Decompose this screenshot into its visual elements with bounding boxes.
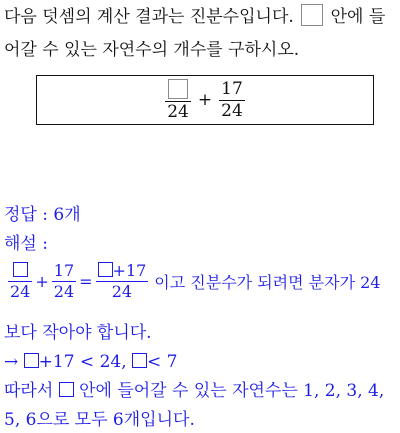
question-line-2: 어갈 수 있는 자연수의 개수를 구하시오. — [4, 40, 300, 60]
fraction-right-numerator: 17 — [221, 78, 243, 99]
blank-numerator-icon — [98, 262, 113, 277]
question-text-after-box: 안에 들 — [330, 7, 386, 27]
plus-sign: + — [197, 90, 213, 110]
fraction-left-denominator: 24 — [167, 102, 189, 122]
blank-box-icon — [59, 382, 74, 397]
equals-sign: = — [79, 271, 93, 291]
question-text-before-box: 다음 덧셈의 계산 결과는 진분수입니다. — [4, 7, 294, 27]
sol-fraction-1-denominator: 24 — [10, 282, 31, 301]
blank-numerator-icon — [13, 262, 28, 277]
fraction-left — [165, 79, 191, 121]
plus-sign: + — [35, 271, 49, 291]
explanation-line-4 — [4, 379, 384, 403]
explanation-label: 해설 : — [4, 234, 48, 254]
explanation-line-4-before: 따라서 — [4, 381, 54, 401]
explanation-tail-text: 이고 진분수가 되려면 분자가 24 — [154, 272, 381, 292]
blank-box-icon — [301, 4, 323, 26]
sol-fraction-2 — [52, 260, 76, 301]
sol-fraction-2-denominator: 24 — [53, 281, 75, 301]
explanation-formula — [8, 262, 380, 300]
question-formula — [37, 79, 373, 121]
explanation-line-4-after: 안에 들어갈 수 있는 자연수는 1, 2, 3, 4, — [79, 381, 385, 401]
explanation-line-2: 보다 작아야 합니다. — [4, 323, 152, 343]
blank-box-icon — [132, 353, 147, 368]
explanation-line-5: 5, 6으로 모두 6개입니다. — [4, 410, 195, 430]
fraction-right — [219, 78, 245, 121]
sol-fraction-3 — [96, 262, 149, 300]
question-line-1 — [4, 4, 385, 29]
inequality-2: < 7 — [147, 352, 178, 372]
answer-label: 정답 : 6개 — [4, 205, 81, 225]
inequality-1: +17 < 24, — [38, 352, 127, 372]
arrow-right-icon: → — [4, 352, 19, 372]
sol-fraction-1 — [8, 262, 32, 300]
sol-fraction-2-numerator: 17 — [53, 260, 75, 280]
sol-fraction-3-numerator: +17 — [96, 262, 149, 281]
blank-box-icon — [24, 353, 39, 368]
fraction-right-denominator: 24 — [221, 100, 243, 121]
blank-numerator-icon — [168, 79, 188, 99]
explanation-line-3 — [4, 350, 178, 374]
sol-fraction-3-denominator: 24 — [111, 282, 133, 301]
formula-box — [36, 75, 374, 125]
